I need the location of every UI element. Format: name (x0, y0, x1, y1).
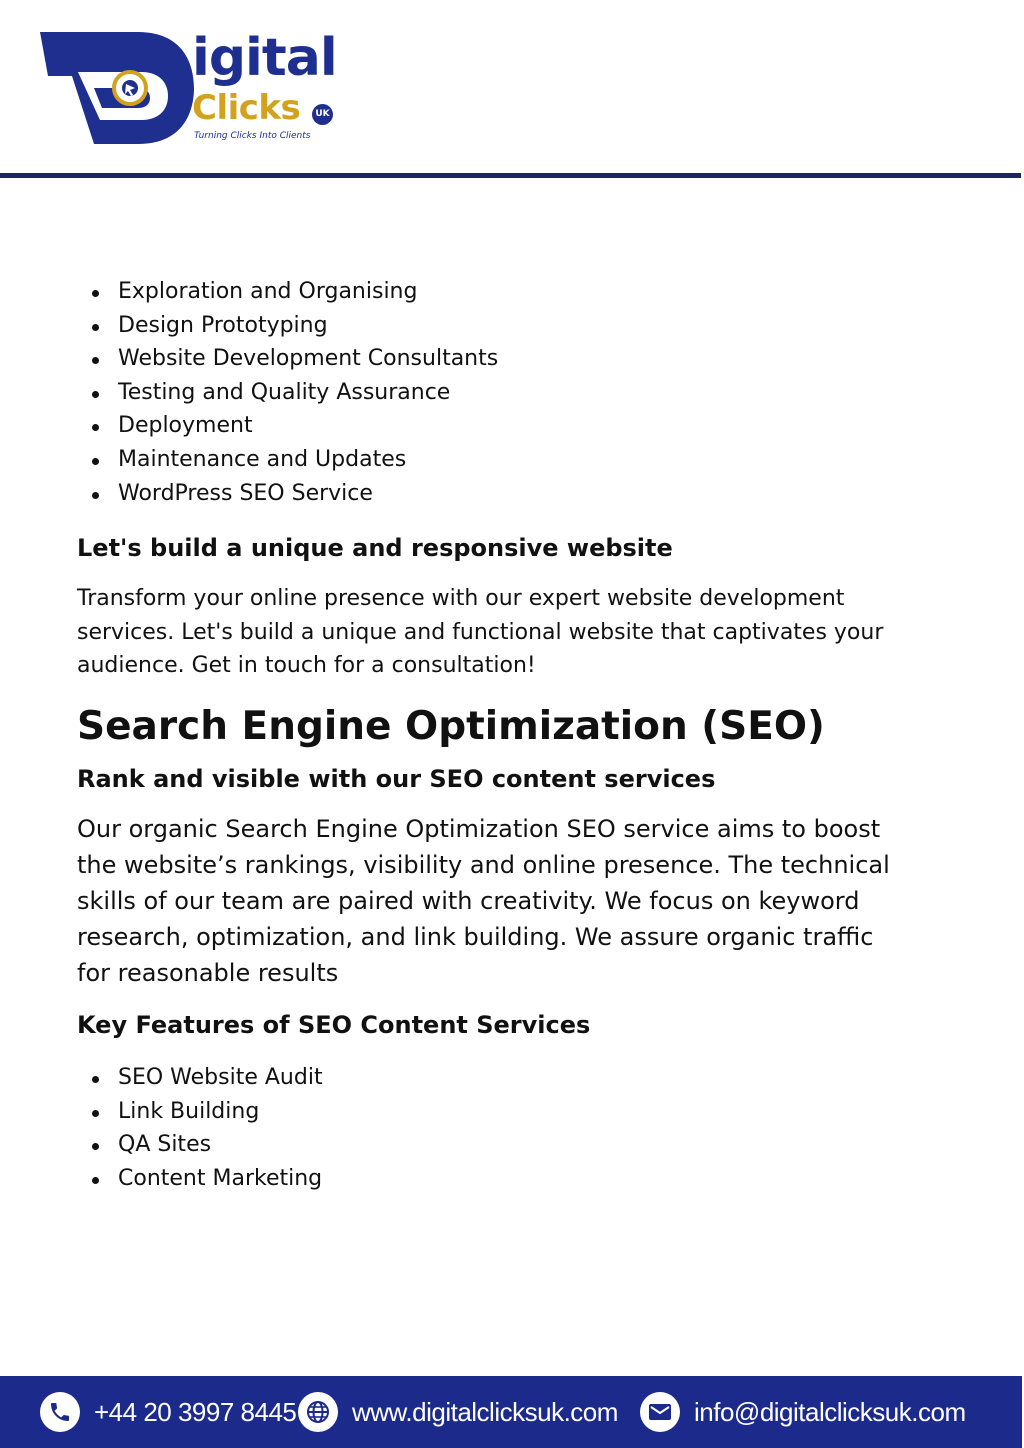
list-item: Maintenance and Updates (77, 443, 957, 477)
features-list (77, 1061, 957, 1195)
footer-email[interactable] (640, 1392, 966, 1432)
contact-footer (0, 1376, 1022, 1448)
header-divider (0, 173, 1021, 178)
services-list (77, 275, 957, 510)
build-heading: Let's build a unique and responsive website (77, 534, 673, 563)
logo-wordmark-main: igital (192, 28, 337, 88)
main-content (77, 275, 957, 1195)
footer-phone[interactable] (40, 1392, 296, 1432)
email-address: info@digitalclicksuk.com (694, 1397, 966, 1427)
text-line: the website’s rankings, visibility and online presence. The technical (77, 850, 890, 879)
text-line: Our organic Search Engine Optimization SEO service aims to boost (77, 814, 881, 843)
list-item: WordPress SEO Service (77, 477, 957, 511)
mail-icon (640, 1392, 680, 1432)
logo-uk-badge: UK (312, 104, 333, 125)
logo-d-icon (38, 26, 198, 148)
text-line: for reasonable results (77, 958, 339, 987)
features-heading: Key Features of SEO Content Services (77, 1010, 591, 1039)
text-line: skills of our team are paired with creativity. We focus on keyword (77, 886, 860, 915)
text-line: services. Let's build a unique and functional website that captivates your (77, 619, 884, 645)
seo-paragraph (77, 811, 957, 991)
list-item: Website Development Consultants (77, 342, 957, 376)
page-header (0, 0, 1024, 180)
seo-subheading: Rank and visible with our SEO content services (77, 764, 716, 793)
logo-tagline: Turning Clicks Into Clients (194, 131, 311, 141)
seo-title: Search Engine Optimization (SEO) (77, 703, 825, 749)
phone-number: +44 20 3997 8445 (94, 1397, 297, 1427)
list-item: Design Prototyping (77, 309, 957, 343)
build-paragraph (77, 582, 957, 683)
list-item: Deployment (77, 409, 957, 443)
phone-icon (40, 1392, 80, 1432)
footer-website[interactable] (298, 1392, 618, 1432)
text-line: audience. Get in touch for a consultation! (77, 653, 536, 679)
logo-wordmark-sub: Clicks (192, 88, 301, 128)
list-item: Link Building (77, 1095, 957, 1129)
text-line: research, optimization, and link building. We assure organic traffic (77, 922, 874, 951)
text-line: Transform your online presence with our expert website development (77, 586, 845, 612)
list-item: QA Sites (77, 1128, 957, 1162)
globe-icon (298, 1392, 338, 1432)
list-item: Exploration and Organising (77, 275, 957, 309)
list-item: Testing and Quality Assurance (77, 376, 957, 410)
list-item: SEO Website Audit (77, 1061, 957, 1095)
list-item: Content Marketing (77, 1162, 957, 1196)
website-url: www.digitalclicksuk.com (352, 1397, 618, 1427)
